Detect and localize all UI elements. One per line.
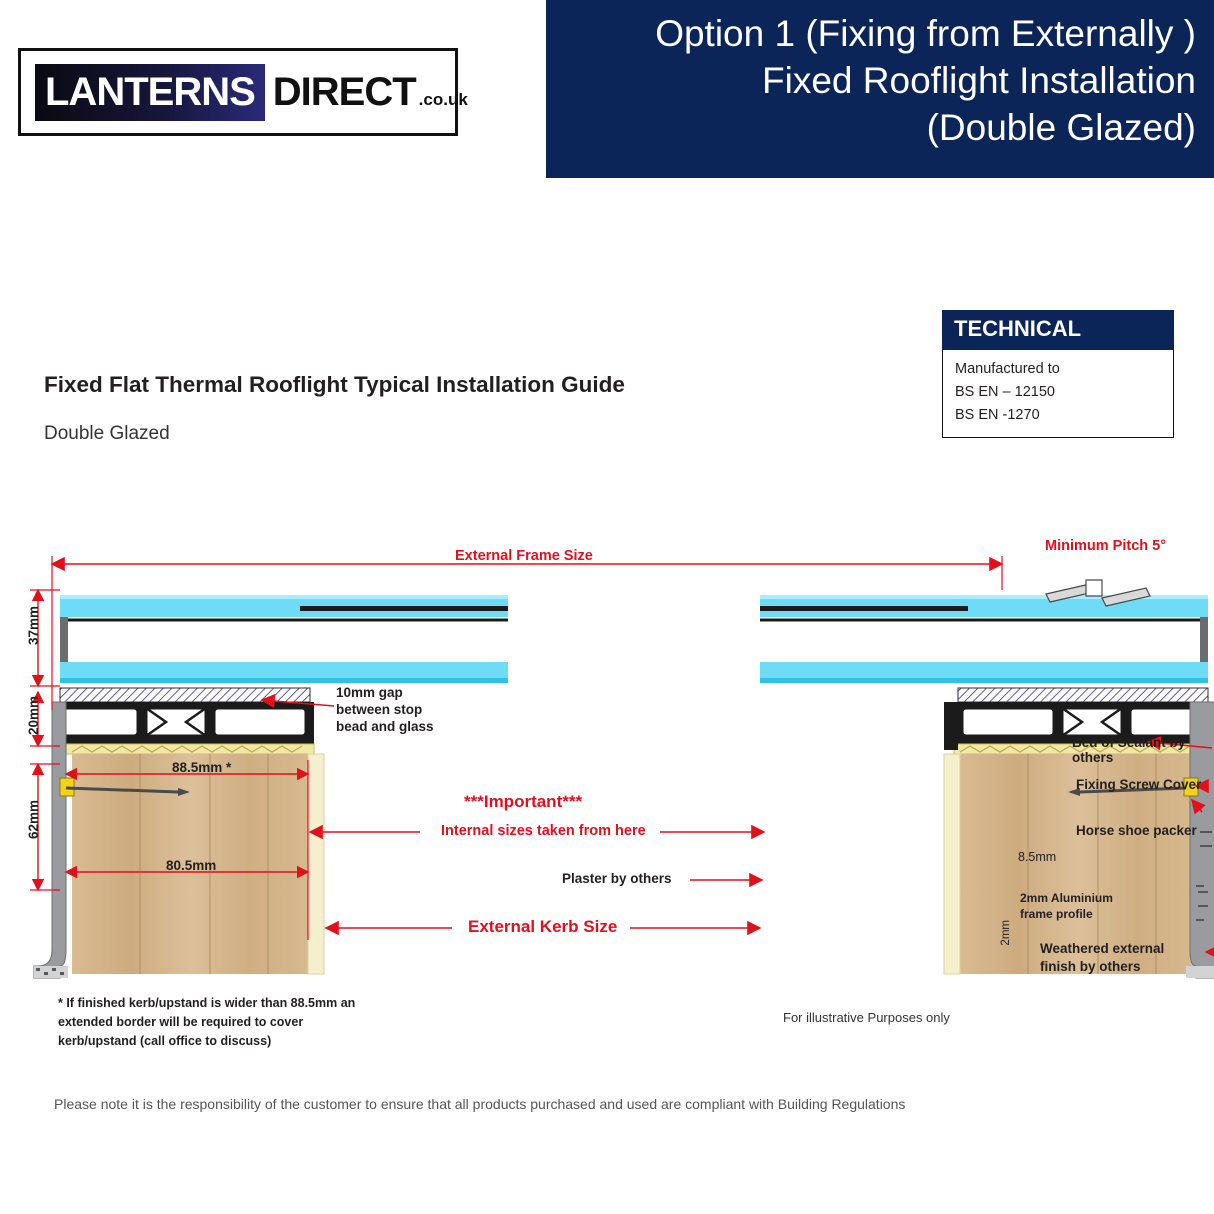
technical-body bbox=[942, 350, 1174, 438]
callout-sealant: Bed of Sealant by others bbox=[1072, 735, 1186, 765]
logo-word-lanterns: LANTERNS bbox=[35, 64, 265, 121]
technical-line-3: BS EN -1270 bbox=[955, 407, 1040, 423]
technical-line-1: Manufactured to bbox=[955, 361, 1060, 377]
brand-logo bbox=[18, 48, 468, 136]
title-line-3: (Double Glazed) bbox=[926, 107, 1196, 148]
title-line-2: Fixed Rooflight Installation bbox=[762, 60, 1196, 101]
callout-important: ***Important*** bbox=[464, 792, 583, 811]
callout-internal-sizes: Internal sizes taken from here bbox=[441, 823, 646, 839]
callout-screw-cover: Fixing Screw Cover bbox=[1076, 777, 1202, 792]
dim-kerb-height: 62mm bbox=[26, 800, 41, 840]
dim-frame-height: 20mm bbox=[26, 696, 41, 736]
callout-minimum-pitch: Minimum Pitch 5° bbox=[1045, 538, 1167, 554]
logo-word-direct: DIRECT bbox=[272, 69, 416, 114]
dim-internal-width: 80.5mm bbox=[166, 858, 217, 873]
page-title: Fixed Flat Thermal Rooflight Typical Installation Guide bbox=[44, 372, 625, 397]
technical-box bbox=[942, 310, 1174, 438]
callout-gap: 10mm gap between stop bead and glass bbox=[336, 685, 434, 734]
dim-packer: 8.5mm bbox=[1018, 850, 1057, 864]
logo-suffix: .co.uk bbox=[418, 89, 468, 109]
dim-profile-thickness: 2mm bbox=[1000, 920, 1012, 946]
kerb-note: * If finished kerb/upstand is wider than 88.5mm an extended border will be required to cover kerb/upstand (call office to discuss) bbox=[58, 996, 356, 1048]
callout-horse-shoe-packer: Horse shoe packer bbox=[1076, 823, 1197, 838]
callout-weathered-finish: Weathered external finish by others bbox=[1040, 941, 1165, 974]
dim-glass-height: 37mm bbox=[26, 606, 41, 646]
title-panel bbox=[546, 0, 1214, 178]
page-header bbox=[0, 0, 1214, 180]
callout-plaster: Plaster by others bbox=[562, 871, 672, 886]
dim-external-kerb-size: External Kerb Size bbox=[468, 917, 618, 936]
dim-frame-profile: 2mm Aluminium frame profile bbox=[1020, 891, 1113, 921]
technical-heading: TECHNICAL bbox=[942, 310, 1174, 350]
footer-note: Please note it is the responsibility of the customer to ensure that all products purchased and used are compliant with Building Regulations bbox=[54, 1096, 906, 1112]
technical-line-2: BS EN – 12150 bbox=[955, 384, 1055, 400]
page-subtitle: Double Glazed bbox=[44, 423, 170, 444]
dim-external-frame-size: External Frame Size bbox=[455, 548, 593, 564]
title-line-1: Option 1 (Fixing from Externally ) bbox=[655, 13, 1196, 54]
illustrative-note: For illustrative Purposes only bbox=[783, 1010, 950, 1025]
dim-border-width: 88.5mm * bbox=[172, 760, 232, 775]
